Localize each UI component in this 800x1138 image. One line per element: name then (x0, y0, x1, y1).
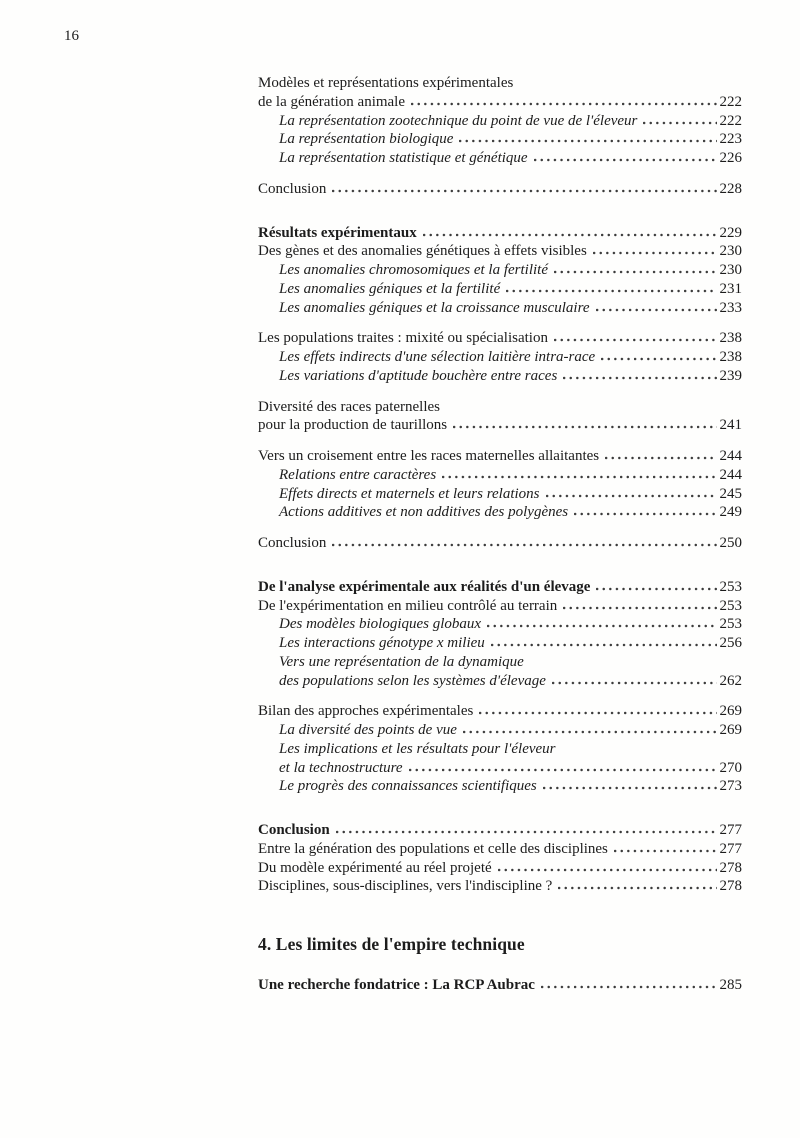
dot-leader (643, 121, 716, 125)
toc-entry-title: Effets directs et maternels et leurs relations (279, 485, 540, 502)
toc-entry (258, 597, 742, 616)
toc-entry (258, 299, 742, 318)
toc-entry (258, 721, 742, 740)
dot-leader (332, 189, 716, 193)
toc-page-number: 277 (719, 840, 742, 857)
toc-entry (258, 877, 742, 896)
dot-leader (554, 270, 716, 274)
toc-entry-line (258, 821, 742, 840)
dot-leader (336, 830, 717, 834)
toc-entry (258, 634, 742, 653)
toc-entry (258, 466, 742, 485)
toc-entry (258, 348, 742, 367)
toc-entry-line (258, 416, 742, 435)
toc-entry (258, 149, 742, 168)
dot-leader (332, 543, 716, 547)
dot-leader (498, 868, 717, 872)
dot-leader (596, 587, 716, 591)
toc-entry-line (258, 702, 742, 721)
dot-leader (593, 251, 717, 255)
toc-entry (258, 615, 742, 634)
toc-page-number: 231 (719, 280, 742, 297)
toc-page-number: 273 (719, 778, 742, 795)
toc-entry-title: Les anomalies géniques et la fertilité (279, 280, 501, 297)
toc-entry-title: La diversité des points de vue (279, 722, 457, 738)
table-of-contents (258, 74, 742, 995)
toc-entry-line (279, 466, 742, 485)
toc-entry (258, 280, 742, 299)
dot-leader (506, 289, 716, 293)
toc-entry-title: Les implications et les résultats pour l'éleveur (279, 740, 556, 757)
toc-entry (258, 224, 742, 243)
toc-entry-title: Bilan des approches expérimentales (258, 703, 474, 720)
toc-entry (258, 485, 742, 504)
toc-entry-title: Conclusion (258, 180, 327, 197)
toc-page-number: 241 (719, 417, 742, 434)
toc-entry-line (258, 976, 742, 995)
dot-leader (442, 475, 716, 479)
toc-entry-line (258, 74, 742, 93)
toc-entry (258, 840, 742, 859)
toc-entry-title: Les anomalies géniques et la croissance musculaire (279, 299, 590, 316)
toc-entry-line (258, 93, 742, 112)
toc-entry-line (258, 859, 742, 878)
toc-page-number: 244 (719, 466, 742, 483)
toc-entry (258, 534, 742, 553)
toc-entry-title: La représentation statistique et génétique (279, 150, 528, 166)
toc-entry-title: Du modèle expérimenté au réel projeté (258, 859, 492, 876)
toc-entry-line (258, 180, 742, 199)
toc-page-number: 269 (719, 703, 742, 720)
toc-entry-line (258, 877, 742, 896)
toc-entry-title: La représentation biologique (279, 131, 454, 148)
toc-entry-title: Les anomalies chromosomiques et la fertilité (279, 262, 549, 278)
toc-page-number: 278 (719, 859, 742, 876)
toc-entry-line (258, 329, 742, 348)
toc-page-number: 233 (719, 299, 742, 316)
toc-entry-line (279, 112, 742, 131)
toc-page-number: 245 (719, 485, 742, 502)
toc-entry-line (279, 634, 742, 653)
toc-page-number: 285 (719, 976, 742, 993)
toc-entry-line (279, 261, 742, 280)
toc-entry-title: et la technostructure (279, 759, 403, 776)
toc-entry (258, 653, 742, 691)
toc-page-number: 253 (719, 616, 742, 633)
toc-page-number: 270 (719, 759, 742, 776)
toc-page-number: 262 (719, 672, 742, 689)
toc-entry-title: Vers un croisement entre les races maternelles allaitantes (258, 448, 600, 464)
dot-leader (596, 308, 717, 312)
toc-page-number: 230 (719, 262, 742, 278)
toc-page-number: 253 (719, 578, 742, 595)
toc-entry (258, 74, 742, 112)
toc-entry (258, 367, 742, 386)
toc-entry-line (279, 653, 742, 672)
toc-entry-line (279, 348, 742, 367)
toc-entry-title: Les interactions génotype x milieu (279, 635, 485, 651)
toc-page-number: 230 (719, 243, 742, 260)
toc-entry-line (279, 672, 742, 691)
dot-leader (409, 768, 717, 772)
dot-leader (453, 425, 716, 429)
toc-entry-line (279, 503, 742, 522)
toc-entry-title: Vers une représentation de la dynamique (279, 653, 524, 670)
toc-entry-title: Les effets indirects d'une sélection laitière intra-race (279, 349, 596, 365)
toc-page-number: 222 (719, 93, 742, 110)
toc-page-number: 250 (719, 535, 742, 551)
dot-leader (411, 102, 716, 106)
toc-entry-title: Des gènes et des anomalies génétiques à effets visibles (258, 243, 587, 260)
toc-page-number: 222 (719, 112, 742, 129)
toc-entry (258, 702, 742, 721)
toc-entry (258, 976, 742, 995)
toc-entry-line (258, 534, 742, 553)
toc-entry-line (279, 485, 742, 504)
toc-page-number: 238 (719, 330, 742, 347)
toc-entry (258, 261, 742, 280)
dot-leader (563, 376, 716, 380)
toc-entry (258, 859, 742, 878)
toc-entry (258, 821, 742, 840)
dot-leader (574, 512, 716, 516)
toc-entry (258, 398, 742, 436)
toc-entry (258, 777, 742, 796)
dot-leader (605, 456, 716, 460)
toc-page-number: 244 (719, 448, 742, 464)
toc-entry-title: Conclusion (258, 822, 330, 838)
toc-page-number: 226 (719, 150, 742, 166)
toc-entry (258, 180, 742, 199)
toc-entry-title: Modèles et représentations expérimentales (258, 75, 514, 91)
toc-entry-line (279, 299, 742, 318)
dot-leader (558, 886, 716, 890)
dot-leader (534, 158, 717, 162)
toc-entry-line (279, 615, 742, 634)
dot-leader (543, 786, 717, 790)
dot-leader (552, 681, 717, 685)
dot-leader (563, 606, 716, 610)
toc-page-number: 253 (719, 597, 742, 614)
dot-leader (423, 233, 717, 237)
page-number: 16 (64, 28, 79, 44)
toc-page-number: 277 (719, 822, 742, 838)
toc-entry-line (279, 777, 742, 796)
toc-page-number: 223 (719, 131, 742, 148)
toc-entry (258, 112, 742, 131)
toc-page-number: 269 (719, 722, 742, 738)
toc-entry-title: des populations selon les systèmes d'élevage (279, 672, 546, 689)
toc-entry-line (279, 759, 742, 778)
toc-entry-title: Conclusion (258, 535, 327, 551)
toc-page-number: 229 (719, 224, 742, 241)
toc-entry (258, 447, 742, 466)
toc-entry-line (258, 447, 742, 466)
toc-entry-title: Le progrès des connaissances scientifiques (279, 778, 537, 795)
toc-entry-title: Les populations traites : mixité ou spécialisation (258, 330, 548, 347)
toc-entry-line (279, 149, 742, 168)
toc-entry (258, 242, 742, 261)
toc-page-number: 278 (719, 878, 742, 895)
toc-page-number: 249 (719, 504, 742, 521)
toc-entry-line (279, 367, 742, 386)
toc-entry-line (279, 721, 742, 740)
dot-leader (463, 730, 717, 734)
dot-leader (487, 624, 716, 628)
dot-leader (601, 357, 716, 361)
toc-entry-line (279, 280, 742, 299)
toc-entry-title: de la génération animale (258, 93, 406, 110)
toc-entry (258, 740, 742, 778)
toc-entry-title: La représentation zootechnique du point de vue de l'éleveur (279, 112, 638, 129)
toc-entry-line (258, 398, 742, 417)
toc-entry-line (279, 740, 742, 759)
toc-entry-title: De l'expérimentation en milieu contrôlé au terrain (258, 597, 558, 614)
toc-entry-title: Une recherche fondatrice : La RCP Aubrac (258, 976, 535, 993)
toc-entry-title: De l'analyse expérimentale aux réalités d'un élevage (258, 578, 591, 595)
dot-leader (459, 139, 716, 143)
dot-leader (554, 338, 717, 342)
toc-entry-title: Relations entre caractères (279, 466, 437, 483)
dot-leader (614, 849, 717, 853)
toc-entry-line (258, 578, 742, 597)
toc-page-number: 238 (719, 349, 742, 365)
toc-entry-line (258, 597, 742, 616)
toc-entry-title: Résultats expérimentaux (258, 224, 417, 241)
toc-entry-line (258, 242, 742, 261)
toc-page-number: 228 (719, 180, 742, 197)
toc-entry-line (258, 224, 742, 243)
toc-entry-title: pour la production de taurillons (258, 417, 448, 434)
dot-leader (541, 985, 717, 989)
toc-entry (258, 578, 742, 597)
chapter-heading: 4. Les limites de l'empire technique (258, 934, 525, 954)
toc-entry-title: Les variations d'aptitude bouchère entre races (279, 367, 558, 384)
dot-leader (491, 643, 717, 647)
toc-entry (258, 329, 742, 348)
toc-entry-title: Actions additives et non additives des polygènes (279, 504, 569, 521)
toc-page-number: 239 (719, 367, 742, 384)
dot-leader (546, 494, 717, 498)
toc-entry-title: Diversité des races paternelles (258, 398, 440, 415)
toc-entry-line (279, 130, 742, 149)
dot-leader (479, 711, 716, 715)
toc-page-number: 256 (719, 635, 742, 651)
toc-entry (258, 503, 742, 522)
toc-entry-title: Entre la génération des populations et celle des disciplines (258, 840, 608, 857)
toc-entry-title: Des modèles biologiques globaux (279, 616, 482, 633)
toc-entry-title: Disciplines, sous-disciplines, vers l'indiscipline ? (258, 878, 553, 895)
toc-entry (258, 130, 742, 149)
toc-entry-line (258, 840, 742, 859)
